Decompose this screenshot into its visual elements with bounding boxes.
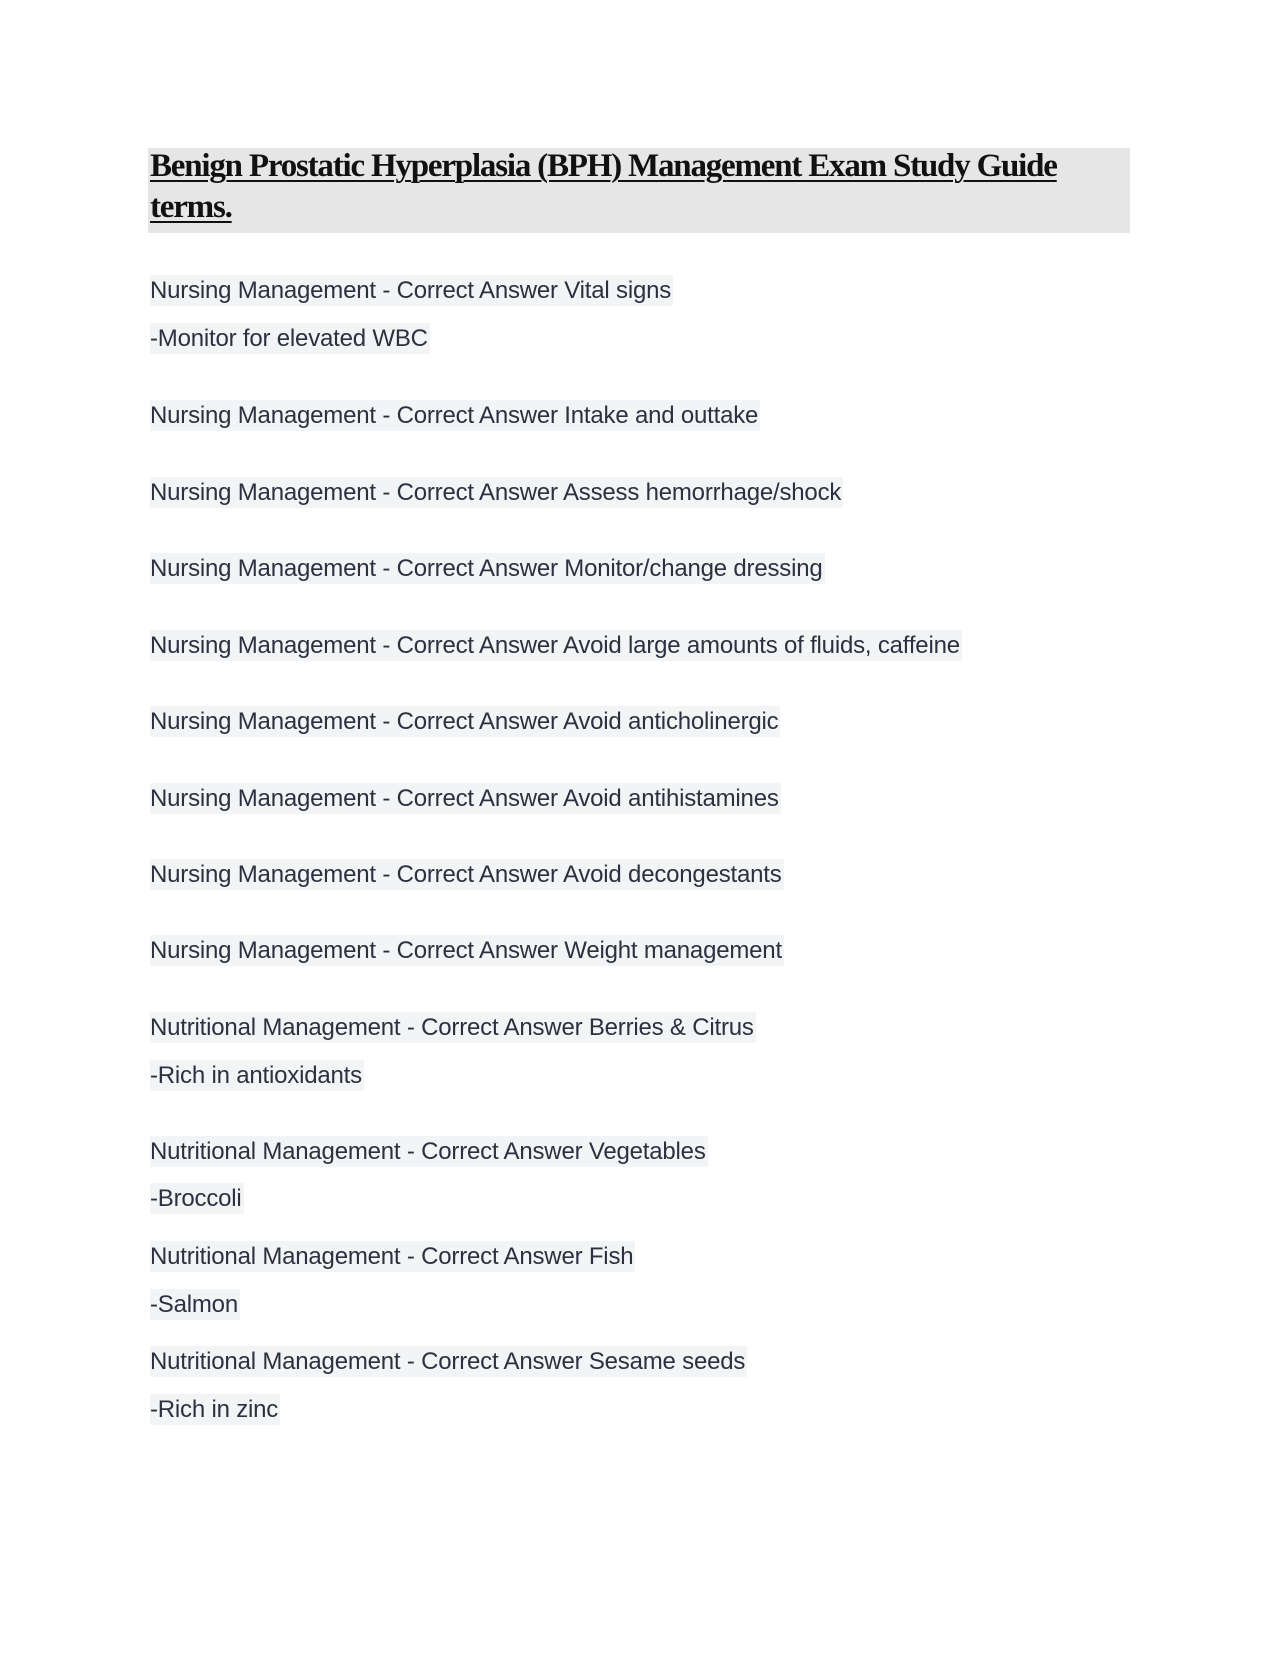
entry-term: Nursing Management - Correct Answer Weight management [150, 937, 782, 964]
entry-term: Nutritional Management - Correct Answer Sesame seeds [150, 1348, 746, 1375]
page-title: Benign Prostatic Hyperplasia (BPH) Management Exam Study Guide terms. [150, 148, 1057, 225]
entry-term: Nursing Management - Correct Answer Monitor/change dressing [150, 555, 823, 582]
entry-term: Nursing Management - Correct Answer Avoid large amounts of fluids, caffeine [150, 632, 960, 659]
entry-note: -Salmon [150, 1291, 238, 1318]
entry-term: Nursing Management - Correct Answer Avoid decongestants [150, 861, 782, 888]
entry-note: -Monitor for elevated WBC [150, 325, 428, 352]
entry-term: Nursing Management - Correct Answer Intake and outtake [150, 402, 759, 429]
entry-note: -Broccoli [150, 1185, 242, 1212]
entry-note: -Rich in antioxidants [150, 1062, 362, 1089]
entry-term: Nursing Management - Correct Answer Avoid antihistamines [150, 785, 779, 812]
entry-term: Nutritional Management - Correct Answer Vegetables [150, 1138, 706, 1165]
entry-term: Nutritional Management - Correct Answer Fish [150, 1243, 634, 1270]
entry-term: Nursing Management - Correct Answer Vital signs [150, 277, 672, 304]
entry-note: -Rich in zinc [150, 1396, 279, 1423]
entry-term: Nursing Management - Correct Answer Avoid anticholinergic [150, 708, 779, 735]
entry-term: Nursing Management - Correct Answer Assess hemorrhage/shock [150, 479, 842, 506]
entry-term: Nutritional Management - Correct Answer Berries & Citrus [150, 1014, 754, 1041]
